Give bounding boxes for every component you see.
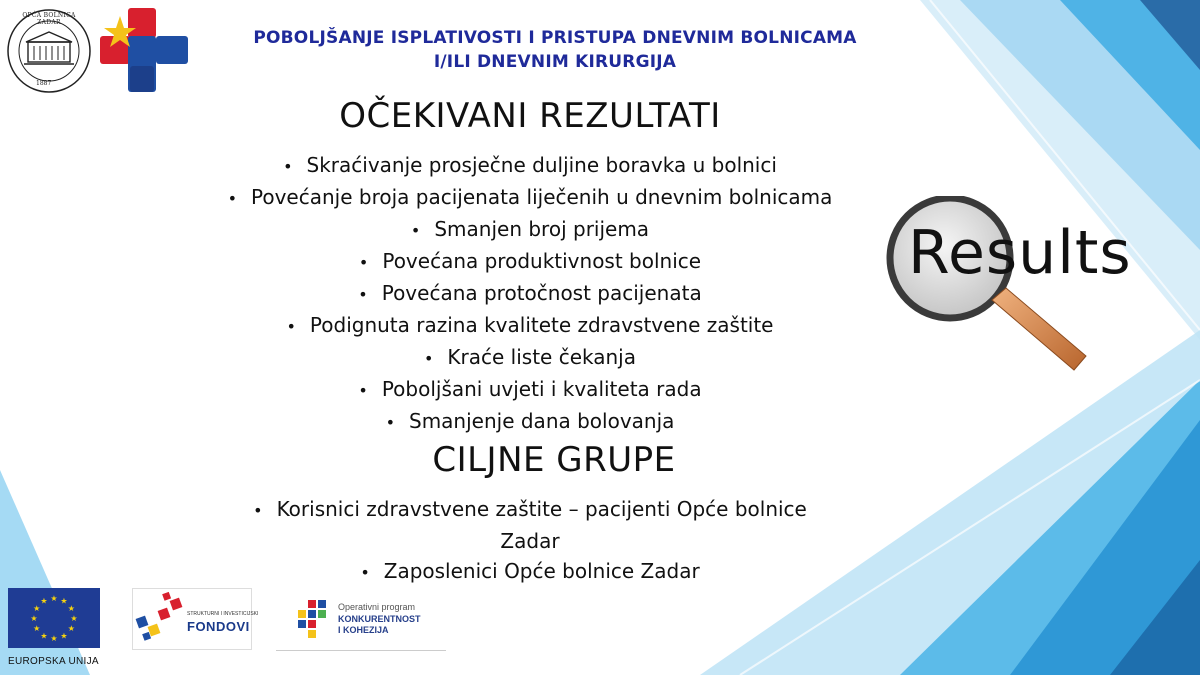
list-item-text: Podignuta razina kvalitete zdravstvene zaštite	[309, 313, 774, 337]
list-item-text: Korisnici zdravstvene zaštite – pacijenti Opće bolnice Zadar	[276, 497, 807, 553]
list-item	[230, 494, 830, 556]
cross-logo	[98, 6, 190, 96]
target-groups-heading: CILJNE GRUPE	[432, 440, 676, 480]
bullet-icon: •	[410, 221, 421, 240]
eu-star-icon: ★	[40, 596, 48, 606]
eu-star-icon: ★	[50, 594, 58, 603]
list-item	[160, 182, 900, 214]
list-item	[160, 374, 900, 406]
list-item-text: Smanjenje dana bolovanja	[409, 409, 675, 433]
eu-star-icon: ★	[67, 624, 75, 633]
eu-star-icon: ★	[40, 631, 48, 641]
list-item-text: Skraćivanje prosječne duljine boravka u bolnici	[306, 153, 777, 177]
operational-programme-logo	[276, 588, 446, 651]
bullet-icon: •	[358, 253, 369, 272]
funds-mark-icon	[133, 589, 187, 649]
title-line-2: I/ILI DNEVNIM KIRURGIJA	[433, 52, 677, 72]
list-item-text: Poboljšani uvjeti i kvaliteta rada	[381, 377, 702, 401]
eu-star-icon: ★	[50, 634, 58, 643]
bullet-icon: •	[286, 317, 296, 336]
list-item	[160, 406, 900, 438]
op-line-1: Operativni program	[338, 602, 416, 612]
list-item-text: Kraće liste čekanja	[447, 345, 636, 369]
bullet-icon: •	[253, 501, 263, 520]
eu-star-icon: ★	[33, 624, 41, 633]
op-line-2: KONKURENTNOST	[338, 614, 421, 624]
list-item	[230, 556, 830, 588]
title-line-1: POBOLJŠANJE ISPLATIVOSTI I PRISTUPA DNEVNIM BOLNICAMA	[253, 28, 857, 48]
list-item	[160, 342, 900, 374]
list-item-text: Povećanje broja pacijenata liječenih u dnevnim bolnicama	[251, 185, 833, 209]
bullet-icon: •	[423, 349, 434, 368]
list-item-text: Zaposlenici Opće bolnice Zadar	[383, 559, 700, 583]
eu-label: EUROPSKA UNIJA	[8, 656, 99, 667]
eu-star-icon: ★	[60, 596, 68, 606]
eu-flag-logo	[8, 588, 100, 648]
list-item-text: Smanjen broj prijema	[434, 217, 650, 241]
eu-star-icon: ★	[70, 614, 78, 623]
bullet-icon: •	[360, 563, 370, 582]
eu-star-icon: ★	[33, 604, 41, 613]
list-item	[160, 278, 900, 310]
bullet-icon: •	[227, 189, 238, 208]
expected-results-heading: OČEKIVANI REZULTATI	[339, 96, 721, 136]
bullet-icon: •	[283, 157, 293, 176]
op-line-3: I KOHEZIJA	[338, 625, 389, 635]
funds-small-text: STRUKTURNI I INVESTICIJSKI	[187, 611, 259, 617]
eu-star-icon: ★	[67, 604, 75, 613]
list-item	[160, 246, 900, 278]
bullet-icon: •	[385, 413, 395, 432]
eu-star-icon: ★	[30, 614, 38, 623]
bullet-icon: •	[358, 381, 368, 400]
hospital-logo-ring-text: OPĆA BOLNICA ZADAR	[22, 12, 76, 26]
list-item	[160, 214, 900, 246]
eu-star-icon: ★	[60, 631, 68, 641]
op-grid-icon	[294, 598, 344, 648]
list-item-text: Povećana protočnost pacijenata	[381, 281, 702, 305]
list-item	[160, 310, 900, 342]
page-title	[200, 26, 910, 74]
list-item-text: Povećana produktivnost bolnice	[382, 249, 702, 273]
list-item	[160, 150, 900, 182]
funds-logo	[132, 588, 259, 650]
expected-results-list	[160, 150, 900, 438]
hospital-logo-year: 1887	[36, 80, 52, 87]
target-groups-list	[230, 494, 830, 588]
bullet-icon: •	[358, 285, 368, 304]
results-word: Results	[908, 218, 1132, 288]
funds-big-text: FONDOVI	[187, 619, 250, 634]
